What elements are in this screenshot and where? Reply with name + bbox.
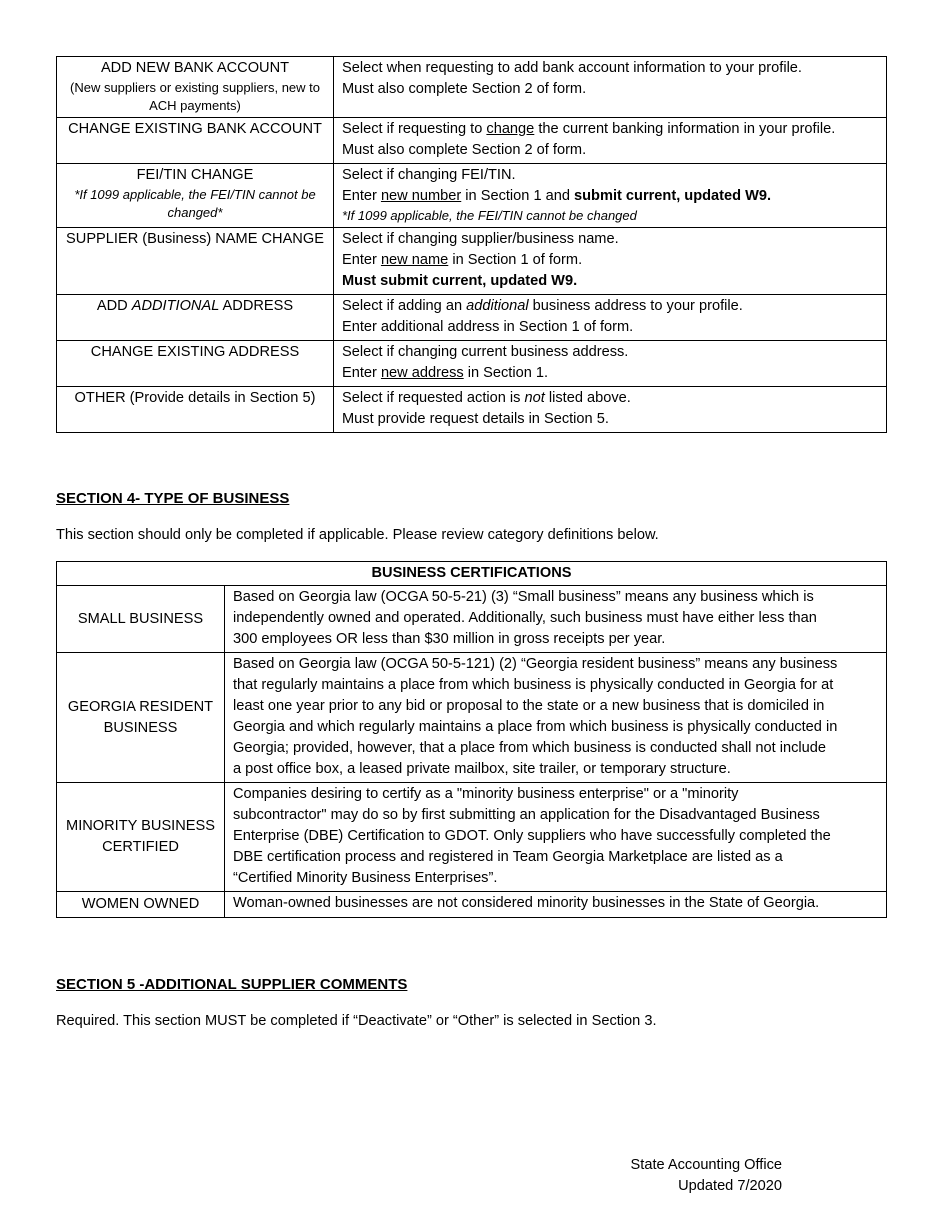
italic-text: not [524, 390, 545, 406]
text-run: in Section 1 and [461, 188, 575, 204]
action-label: OTHER (Provide details in Section 5) [74, 390, 316, 406]
underlined-text: new address [380, 365, 464, 381]
table-row [57, 164, 887, 228]
underlined-text: change [486, 121, 535, 137]
description-line: Enterprise (DBE) Certification to GDOT. Only suppliers who have successfully completed the [233, 828, 831, 844]
text-run: ADDRESS [219, 298, 294, 314]
table-row [57, 228, 887, 295]
action-label-cell [57, 57, 334, 118]
table-header: BUSINESS CERTIFICATIONS [57, 562, 887, 586]
description-line [342, 363, 878, 384]
description-line [342, 250, 878, 271]
text-run: Enter [342, 365, 381, 381]
action-description-cell [334, 295, 887, 341]
action-description-cell [334, 164, 887, 228]
table-row [57, 892, 887, 918]
italic-text: additional [466, 298, 529, 314]
text-run: in Section 1. [463, 365, 549, 381]
request-action-table [56, 56, 887, 433]
description-line: Based on Georgia law (OCGA 50-5-121) (2) “Georgia resident business” means any business [233, 656, 838, 672]
description-line: independently owned and operated. Additionally, such business must have either less than [233, 610, 817, 626]
description-line: Must provide request details in Section 5. [342, 411, 609, 427]
certification-label: SMALL BUSINESS [77, 610, 204, 627]
action-label [61, 296, 329, 317]
action-label-cell [57, 228, 334, 295]
action-label: ADD NEW BANK ACCOUNT [100, 60, 290, 76]
text-run: business address to your profile. [528, 298, 743, 314]
page-footer [631, 1155, 782, 1197]
action-label-cell [57, 295, 334, 341]
section-4-heading: SECTION 4- TYPE OF BUSINESS [56, 490, 290, 507]
certification-label-cell [57, 783, 225, 892]
italic-text: ADDITIONAL [131, 298, 220, 314]
table-row [57, 295, 887, 341]
section-5-note: Required. This section MUST be completed if “Deactivate” or “Other” is selected in Section 3. [56, 1013, 657, 1029]
underlined-text: new name [380, 252, 449, 268]
action-description-cell [334, 118, 887, 164]
text-run: Select if adding an [342, 298, 467, 314]
action-label-note: *If 1099 applicable, the FEI/TIN cannot be changed* [74, 187, 316, 220]
description-line: least one year prior to any bid or proposal to the state or a new business that is domiciled in [233, 698, 825, 714]
description-line [342, 296, 878, 317]
action-label-cell [57, 164, 334, 228]
certification-description-cell [225, 892, 887, 918]
description-line: Select if changing supplier/business name. [342, 231, 619, 247]
description-line: 300 employees OR less than $30 million in gross receipts per year. [233, 631, 666, 647]
description-line: Must also complete Section 2 of form. [342, 81, 587, 97]
underlined-text: new number [380, 188, 462, 204]
table-row [57, 57, 887, 118]
footer-updated: Updated 7/2020 [678, 1178, 782, 1194]
text-run: in Section 1 of form. [448, 252, 583, 268]
description-line: subcontractor" may do so by first submitting an application for the Disadvantaged Business [233, 807, 820, 823]
table-header-row [57, 562, 887, 586]
action-label: FEI/TIN CHANGE [136, 167, 254, 183]
description-line: Companies desiring to certify as a "minority business enterprise" or a "minority [233, 786, 739, 802]
table-row [57, 387, 887, 433]
certification-description-cell [225, 783, 887, 892]
action-label: CHANGE EXISTING BANK ACCOUNT [68, 121, 322, 137]
certification-label-cell [57, 586, 225, 653]
certification-label: MINORITY BUSINESS [66, 818, 215, 834]
action-description-cell [334, 387, 887, 433]
certification-label: GEORGIA RESIDENT [67, 698, 214, 715]
action-label-cell [57, 341, 334, 387]
table-row [57, 118, 887, 164]
text-run: listed above. [544, 390, 631, 406]
certification-label: WOMEN OWNED [81, 896, 200, 912]
certification-label-cell [57, 653, 225, 783]
certification-label: BUSINESS [103, 719, 178, 736]
table-row [57, 783, 887, 892]
description-note: *If 1099 applicable, the FEI/TIN cannot be changed [342, 208, 637, 223]
table-row [57, 341, 887, 387]
text-run: Select if requested action is [342, 390, 525, 406]
footer-office: State Accounting Office [630, 1157, 782, 1173]
table-row [57, 653, 887, 783]
description-line: that regularly maintains a place from which business is physically conducted in Georgia for at [233, 677, 834, 693]
description-line: Woman-owned businesses are not considered minority businesses in the State of Georgia. [233, 895, 820, 911]
description-line [342, 388, 878, 409]
description-line: Georgia and which regularly maintains a place from which business is physically conducted in [233, 719, 838, 735]
bold-text: submit current, updated W9. [574, 188, 772, 204]
text-run: ADD [96, 298, 132, 314]
description-line: “Certified Minority Business Enterprises”. [233, 870, 498, 886]
description-line: DBE certification process and registered in Team Georgia Marketplace are listed as a [233, 849, 783, 865]
certification-description-cell [225, 653, 887, 783]
description-line: a post office box, a leased private mailbox, site trailer, or temporary structure. [233, 761, 731, 777]
section-5-heading: SECTION 5 -ADDITIONAL SUPPLIER COMMENTS [56, 976, 408, 993]
action-label-cell [57, 387, 334, 433]
action-description-cell [334, 341, 887, 387]
certification-label: CERTIFIED [102, 839, 179, 855]
action-description-cell [334, 228, 887, 295]
business-certifications-table [56, 561, 887, 918]
action-label-note: (New suppliers or existing suppliers, new to ACH payments) [70, 80, 320, 113]
description-line: Must also complete Section 2 of form. [342, 142, 587, 158]
description-line: Enter additional address in Section 1 of form. [342, 319, 634, 335]
text-run: Enter [342, 188, 381, 204]
text-run: Enter [342, 252, 381, 268]
action-label: CHANGE EXISTING ADDRESS [90, 344, 300, 360]
certification-description-cell [225, 586, 887, 653]
action-label: SUPPLIER (Business) NAME CHANGE [66, 231, 324, 247]
section-4-note: This section should only be completed if applicable. Please review category definitions below. [56, 527, 659, 543]
text-run: the current banking information in your profile. [534, 121, 836, 137]
description-line: Georgia; provided, however, that a place from which business is conducted shall not include [233, 740, 827, 756]
description-line [342, 186, 878, 207]
action-label-cell [57, 118, 334, 164]
description-line: Select if changing current business address. [342, 344, 629, 360]
text-run: Select if requesting to [342, 121, 487, 137]
description-line: Based on Georgia law (OCGA 50-5-21) (3) “Small business” means any business which is [233, 589, 814, 605]
table-row [57, 586, 887, 653]
description-line: Must submit current, updated W9. [342, 273, 578, 289]
description-line: Select if changing FEI/TIN. [342, 167, 516, 183]
action-description-cell [334, 57, 887, 118]
description-line: Select when requesting to add bank account information to your profile. [342, 60, 802, 76]
description-line [342, 119, 878, 140]
certification-label-cell [57, 892, 225, 918]
